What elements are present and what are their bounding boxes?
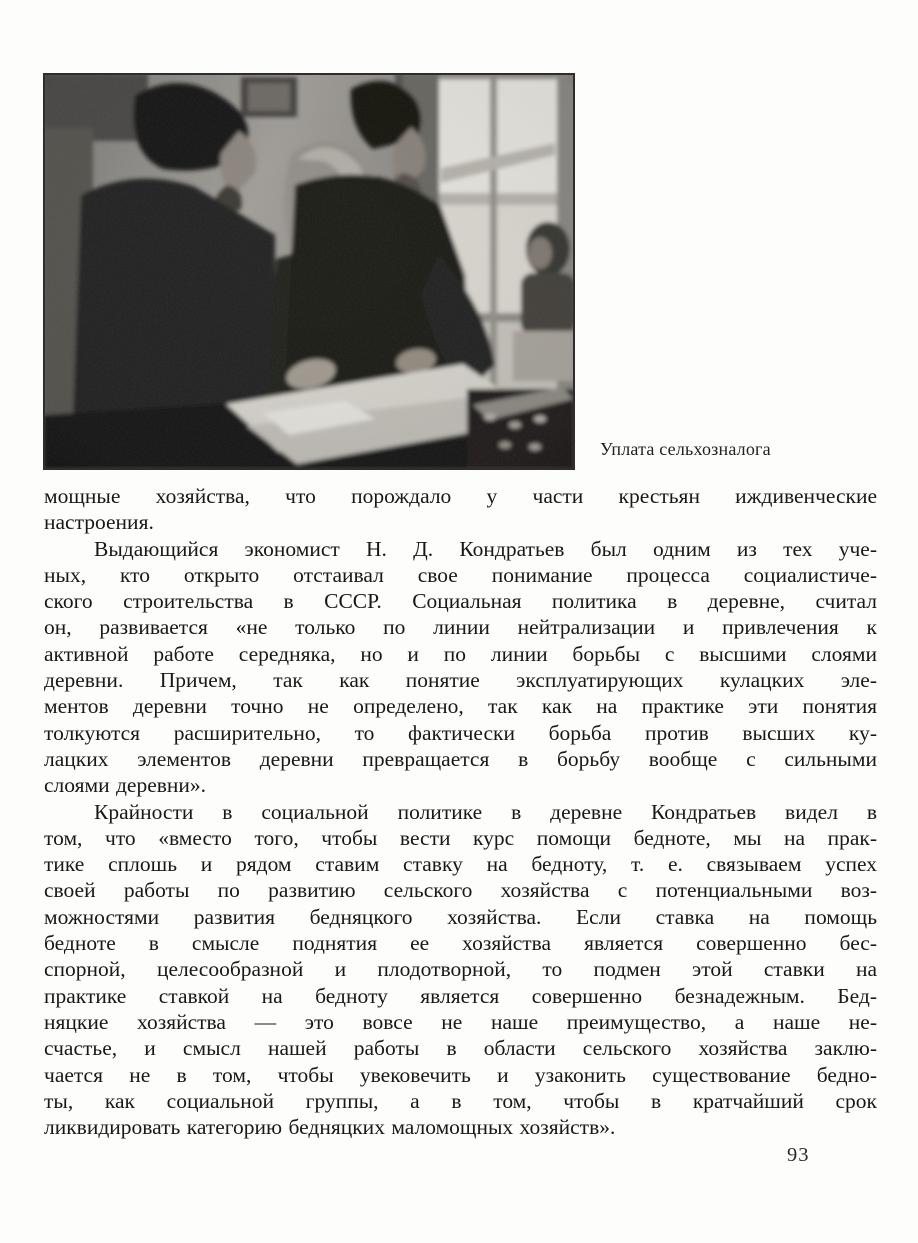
text-line: деревни. Причем, так как понятие эксплуатирующих кулацких эле- [44,668,877,693]
text-line: бедноте в смысле поднятия ее хозяйства является совершенно бес- [44,931,877,956]
photo-caption: Уплата сельхозналога [600,439,771,459]
text-line: счастье, и смысл нашей работы в области сельского хозяйства заклю- [44,1036,877,1061]
text-line: Крайности в социальной политике в деревне Кондратьев видел в [94,799,877,824]
text-line: ных, кто открыто отстаивал свое понимание процесса социалистиче- [44,562,877,587]
text-line: он, развивается «не только по линии нейтрализации и привлечения к [44,615,877,640]
photo-film-grain [43,73,575,470]
text-line: няцкие хозяйства — это вовсе не наше преимущество, а наше не- [44,1009,877,1034]
text-line: слоями деревни». [44,773,207,798]
text-line: чается не в том, чтобы увековечить и узаконить существование бедно- [44,1062,877,1087]
text-line: настроения. [44,510,154,535]
text-line: ментов деревни точно не определено, так как на практике эти понятия [44,694,877,719]
body-text [44,483,877,1140]
photo-agricultural-tax [43,73,575,470]
text-line: ты, как социальной группы, а в том, чтобы в кратчайший срок [44,1088,877,1113]
page-number: 93 [787,1144,810,1166]
text-line: мощные хозяйства, что порождало у части крестьян иждивенческие [44,484,877,508]
text-line: том, что «вместо того, чтобы вести курс помощи бедноте, мы на прак- [44,825,877,850]
text-line: активной работе середняка, но и по линии борьбы с высшими слоями [44,641,877,666]
text-line: тике сплошь и рядом ставим ставку на бедноту, т. е. связываем успех [44,852,877,877]
text-line: ского строительства в СССР. Социальная политика в деревне, считал [44,589,877,614]
text-line: лацких элементов деревни превращается в борьбу вообще с сильными [44,746,877,771]
text-line: можностями развития бедняцкого хозяйства. Если ставка на помощь [44,904,877,929]
text-line: своей работы по развитию сельского хозяйства с потенциальными воз- [44,878,877,903]
photo-illustration [43,73,575,470]
text-line: толкуются расширительно, то фактически борьба против высших ку- [44,720,877,745]
text-line: ликвидировать категорию бедняцких маломощных хозяйств». [44,1115,616,1140]
text-line: практике ставкой на бедноту является совершенно безнадежным. Бед- [44,983,877,1008]
text-line: Выдающийся экономист Н. Д. Кондратьев был одним из тех уче- [94,536,877,561]
text-line: спорной, целесообразной и плодотворной, то подмен этой ставки на [44,957,877,982]
